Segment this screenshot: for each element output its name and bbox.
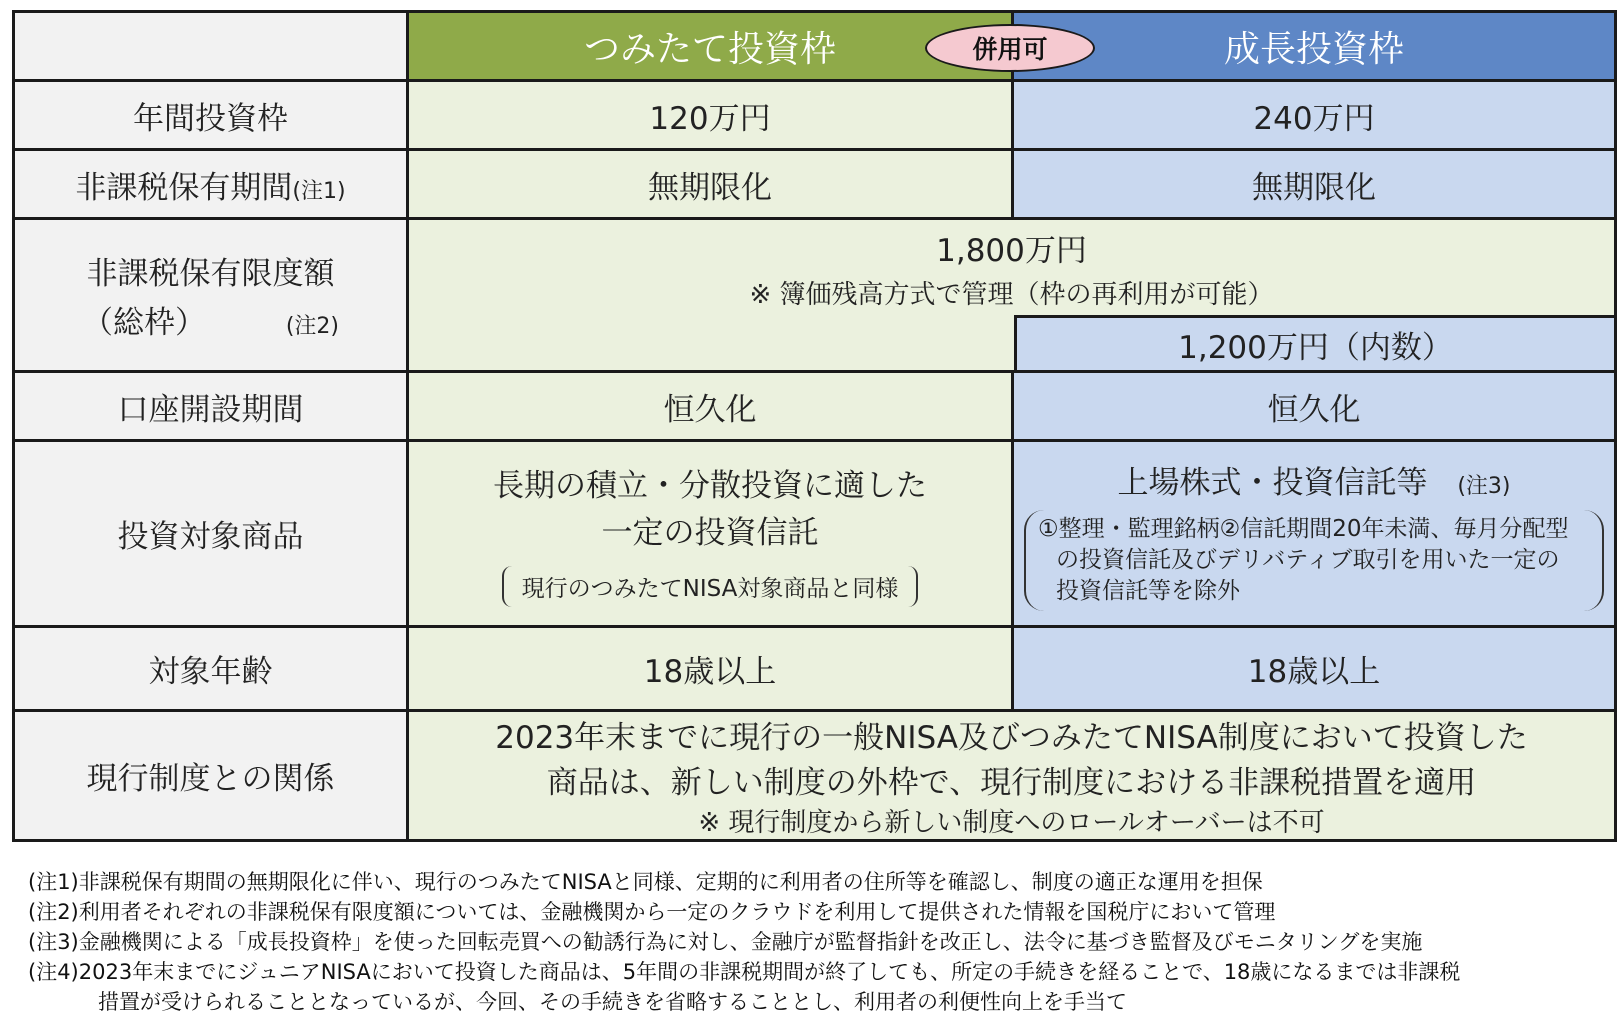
row-limit-seicho-value: 1,200万円（内数） — [1178, 329, 1453, 366]
header-tsumitate — [408, 12, 1048, 81]
nisa-comparison-table — [12, 10, 1617, 842]
header-tsumitate-label: つみたて投資枠 — [583, 28, 836, 70]
row-relation — [14, 711, 1616, 841]
footnote-1: (注1)非課税保有期間の無期限化に伴い、現行のつみたてNISAと同様、定期的に利用者の住所等を確認し、制度の適正な運用を担保 — [28, 870, 1263, 894]
footnote-4-line2: 措置が受けられることとなっているが、今回、その手続きを省略することとし、利用者の利便性向上を手当て — [98, 990, 1127, 1014]
row-period-seicho: 無期限化 — [1013, 150, 1616, 219]
row-products-seicho-bracket-line1: ①整理・監理銘柄②信託期間20年未満、毎月分配型 — [1038, 515, 1569, 542]
row-relation-label: 現行制度との関係 — [14, 711, 408, 841]
row-period-note: (注1) — [292, 178, 346, 204]
row-limit — [14, 219, 1616, 372]
row-age-label: 対象年齢 — [14, 627, 408, 711]
combined-use-badge-label: 併用可 — [972, 35, 1048, 64]
footnote-3: (注3)金融機関による「成長投資枠」を使った回転売買への勧誘行為に対し、金融庁が監督指針を改正し、法令に基づき監督及びモニタリングを実施 — [28, 930, 1423, 954]
row-products-seicho-title: 上場株式・投資信託等 — [1117, 464, 1428, 501]
row-period-label — [14, 150, 408, 219]
row-products-label: 投資対象商品 — [14, 441, 408, 627]
row-products-tsumitate — [408, 441, 1013, 627]
row-opening-seicho: 恒久化 — [1013, 372, 1616, 441]
footnote-2: (注2)利用者それぞれの非課税保有限度額については、金融機関から一定のクラウドを利用して提供された情報を国税庁において管理 — [28, 900, 1276, 924]
row-limit-label-line1: 非課税保有限度額 — [86, 256, 335, 292]
row-period-label-text: 非課税保有期間 — [75, 169, 293, 206]
combined-use-badge — [925, 24, 1095, 72]
row-relation-value — [408, 711, 1616, 841]
row-products-seicho-bracket — [1024, 510, 1604, 611]
row-period-tsumitate: 無期限化 — [408, 150, 1013, 219]
row-products-seicho-note: (注3) — [1457, 473, 1511, 499]
row-age-tsumitate: 18歳以上 — [408, 627, 1013, 711]
row-products-tsumitate-line2: 一定の投資信託 — [601, 515, 819, 551]
row-limit-shared-sub: ※ 簿価残高方式で管理（枠の再利用が可能） — [749, 279, 1274, 310]
row-opening — [14, 372, 1616, 441]
row-products-tsumitate-line1: 長期の積立・分散投資に適した — [493, 468, 927, 504]
row-products-tsumitate-bracket: 現行のつみたてNISA対象商品と同様 — [502, 566, 919, 607]
row-limit-seicho — [1014, 315, 1614, 370]
header-seicho-label: 成長投資枠 — [1223, 28, 1404, 70]
row-limit-shared-value: 1,800万円 — [936, 232, 1087, 269]
header-seicho — [1013, 12, 1616, 81]
row-products-seicho-bracket-line3: 投資信託等を除外 — [1056, 577, 1240, 604]
row-relation-line2: 商品は、新しい制度の外枠で、現行制度における非課税措置を適用 — [546, 765, 1477, 801]
footnotes — [28, 867, 1608, 1017]
row-limit-tsumitate-empty — [409, 315, 1014, 370]
row-annual-seicho: 240万円 — [1013, 81, 1616, 150]
row-relation-line1: 2023年末までに現行の一般NISA及びつみたてNISA制度において投資した — [495, 720, 1528, 756]
row-limit-values — [408, 219, 1616, 372]
row-limit-note: (注2) — [285, 314, 340, 339]
row-limit-shared — [409, 220, 1614, 315]
row-annual-tsumitate: 120万円 — [408, 81, 1013, 150]
row-products-seicho-bracket-line2: の投資信託及びデリバティブ取引を用いた一定の — [1056, 546, 1560, 573]
row-age — [14, 627, 1616, 711]
row-products-seicho — [1013, 441, 1616, 627]
row-age-seicho: 18歳以上 — [1013, 627, 1616, 711]
row-opening-tsumitate: 恒久化 — [408, 372, 1013, 441]
row-period — [14, 150, 1616, 219]
header-row — [14, 12, 1616, 81]
header-blank-cell — [14, 12, 408, 81]
row-annual — [14, 81, 1616, 150]
footnote-4-line1: (注4)2023年末までにジュニアNISAにおいて投資した商品は、5年間の非課税期間が終了しても、所定の手続きを経ることで、18歳になるまでは非課税 — [28, 960, 1461, 984]
row-relation-line3: ※ 現行制度から新しい制度へのロールオーバーは不可 — [698, 808, 1325, 838]
row-limit-label — [14, 219, 408, 372]
row-annual-label: 年間投資枠 — [14, 81, 408, 150]
row-opening-label: 口座開設期間 — [14, 372, 408, 441]
row-limit-label-line2: （総枠） — [81, 305, 206, 341]
row-products — [14, 441, 1616, 627]
